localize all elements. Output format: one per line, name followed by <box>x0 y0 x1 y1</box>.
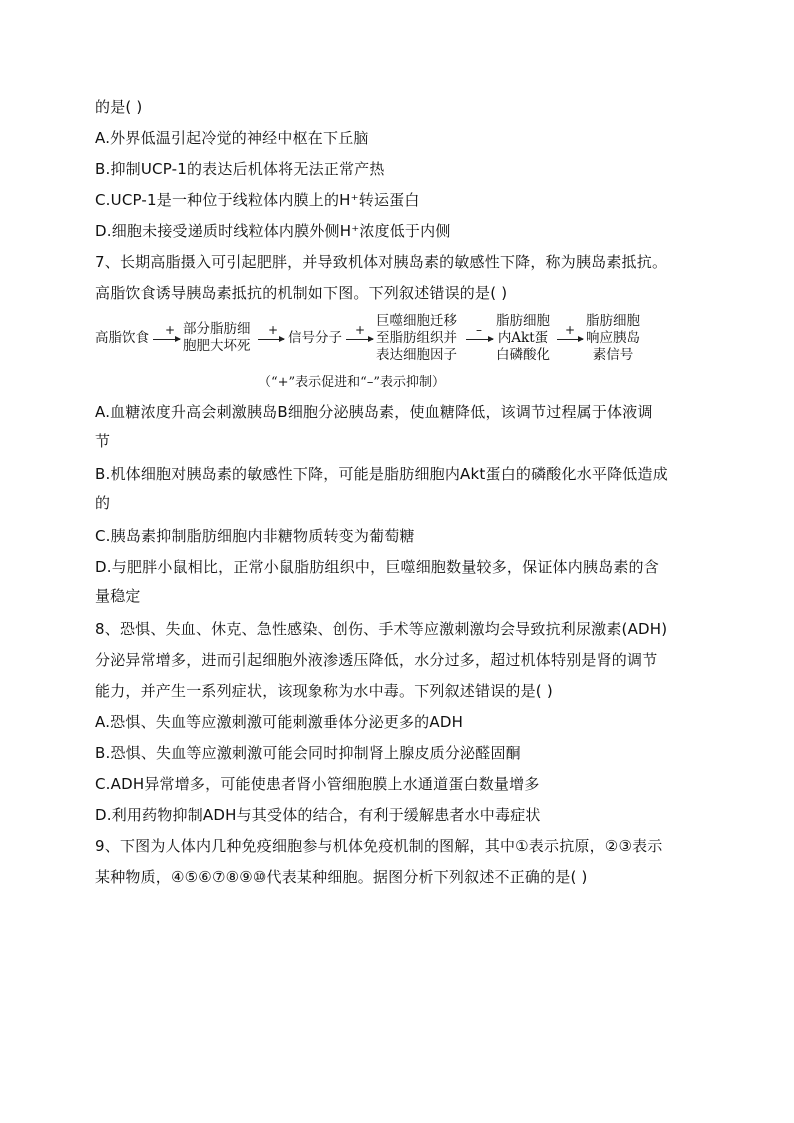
option-c: C.ADH异常增多，可能使患者肾小管细胞膜上水通道蛋白数量增多 <box>95 775 540 793</box>
question-8-stem: 8、恐惧、失血、休克、急性感染、创伤、手术等应激刺激均会导致抗利尿激素(ADH) <box>95 620 668 638</box>
flow-arrow <box>557 339 583 340</box>
option-d: D.利用药物抑制ADH与其受体的结合，有利于缓解患者水中毒症状 <box>95 806 541 824</box>
option-b-cont: 的 <box>95 494 111 512</box>
flow-arrow <box>466 339 493 340</box>
promote-sign: + <box>268 323 279 337</box>
question-9-stem: 9、下图为人体内几种免疫细胞参与机体免疫机制的图解，其中①表示抗原，②③表示 <box>95 837 663 855</box>
option-c: C.胰岛素抑制脂肪细胞内非糖物质转变为葡萄糖 <box>95 527 415 545</box>
option-c: C.UCP-1是一种位于线粒体内膜上的H⁺转运蛋白 <box>95 191 420 209</box>
option-a-cont: 节 <box>95 432 111 450</box>
diagram-node: 脂肪细胞 内Akt蛋 白磷酸化 <box>496 313 550 363</box>
diagram-node: 部分脂肪细 胞肥大坏死 <box>183 321 251 354</box>
option-d-cont: 量稳定 <box>95 587 141 605</box>
question-7-stem-cont: 高脂饮食诱导胰岛素抵抗的机制如下图。下列叙述错误的是( ) <box>95 284 508 302</box>
flow-arrow <box>346 339 373 340</box>
question-9-stem-cont: 某种物质，④⑤⑥⑦⑧⑨⑩代表某种细胞。据图分析下列叙述不正确的是( ) <box>95 868 588 886</box>
option-a: A.外界低温引起冷觉的神经中枢在下丘脑 <box>95 129 369 147</box>
option-d: D.与肥胖小鼠相比，正常小鼠脂肪组织中，巨噬细胞数量较多，保证体内胰岛素的含 <box>95 558 659 576</box>
diagram-node: 脂肪细胞 响应胰岛 素信号 <box>586 313 640 363</box>
promote-sign: + <box>565 323 576 337</box>
option-b: B.机体细胞对胰岛素的敏感性下降，可能是脂肪细胞内Akt蛋白的磷酸化水平降低造成 <box>95 465 668 483</box>
option-a: A.血糖浓度升高会刺激胰岛B细胞分泌胰岛素，使血糖降低，该调节过程属于体液调 <box>95 403 653 421</box>
text-line: 的是( ) <box>95 98 143 116</box>
option-b: B.恐惧、失血等应激刺激可能会同时抑制肾上腺皮质分泌醛固酮 <box>95 744 521 762</box>
diagram-node: 巨噬细胞迁移 至脂肪组织并 表达细胞因子 <box>376 313 457 363</box>
diagram-node: 信号分子 <box>288 330 342 346</box>
promote-sign: + <box>165 323 176 337</box>
flow-arrow <box>258 339 284 340</box>
diagram-caption: （“+”表示促进和“–”表示抑制） <box>258 375 445 390</box>
option-a: A.恐惧、失血等应激刺激可能刺激垂体分泌更多的ADH <box>95 713 464 731</box>
question-8-stem-cont: 分泌异常增多，进而引起细胞外液渗透压降低，水分过多，超过机体特别是肾的调节 <box>95 651 658 669</box>
diagram-node: 高脂饮食 <box>95 330 149 346</box>
question-7-stem: 7、长期高脂摄入可引起肥胖，并导致机体对胰岛素的敏感性下降，称为胰岛素抵抗。 <box>95 253 668 271</box>
flow-arrow <box>153 339 180 340</box>
promote-sign: + <box>355 323 366 337</box>
option-b: B.抑制UCP-1的表达后机体将无法正常产热 <box>95 160 385 178</box>
question-8-stem-cont: 能力，并产生一系列症状，该现象称为水中毒。下列叙述错误的是( ) <box>95 682 553 700</box>
inhibit-sign: – <box>476 323 482 337</box>
option-d: D.细胞未接受递质时线粒体内膜外侧H⁺浓度低于内侧 <box>95 222 451 240</box>
